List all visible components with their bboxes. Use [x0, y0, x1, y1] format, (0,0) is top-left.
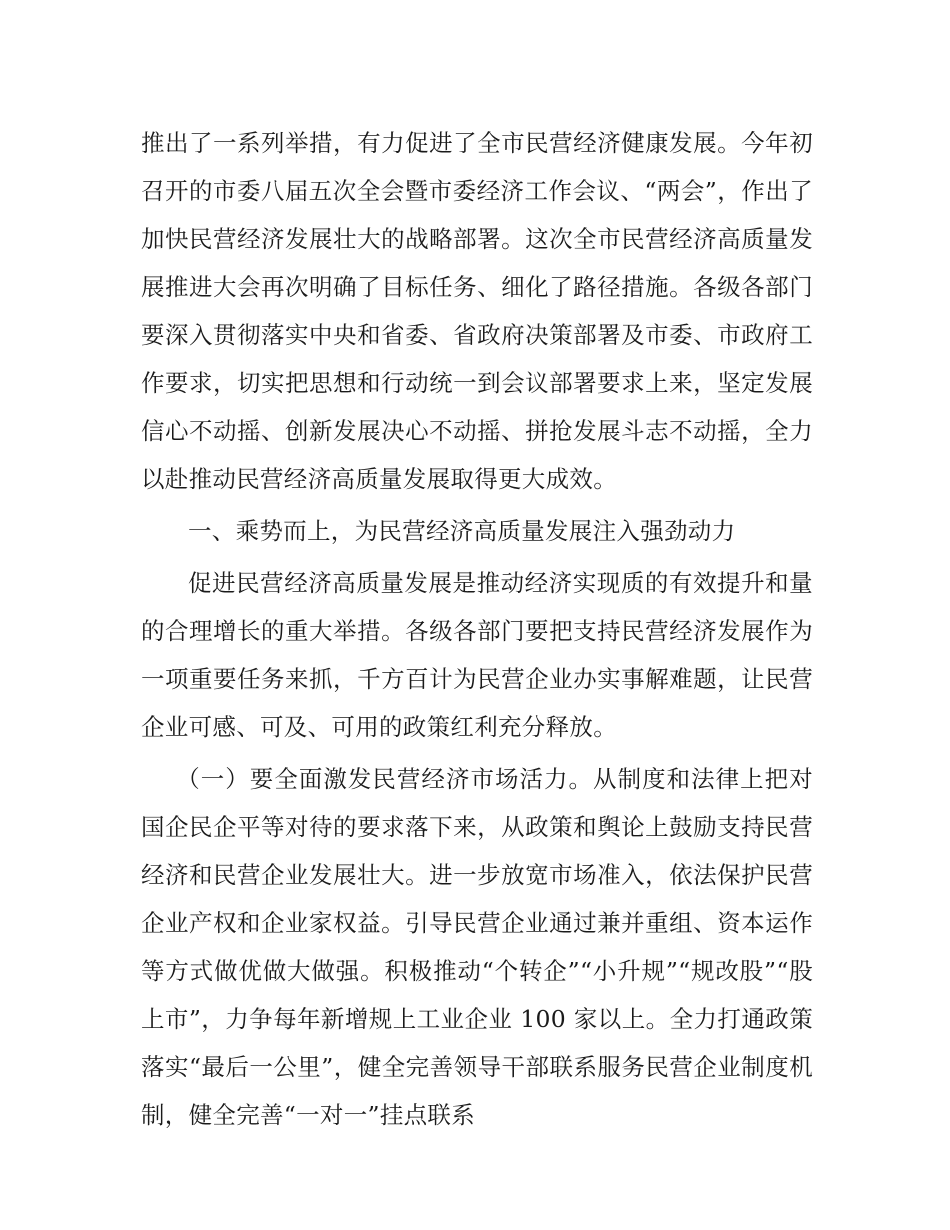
document-body	[141, 119, 813, 1143]
paragraph-intro: 促进民营经济高质量发展是推动经济实现质的有效提升和量的合理增长的重大举措。各级各部门要把支持民营经济发展作为一项重要任务来抓，千方百计为民营企业办实事解难题，让民营企业可感、可及、可用的政策红利充分释放。	[141, 569, 813, 741]
paragraph-continuation: 推出了一系列举措，有力促进了全市民营经济健康发展。今年初召开的市委八届五次全会暨市委经济工作会议、“两会”，作出了加快民营经济发展壮大的战略部署。这次全市民营经济高质量发展推进大会再次明确了目标任务、细化了路径措施。各级各部门要深入贯彻落实中央和省委、省政府决策部署及市委、市政府工作要求，切实把思想和行动统一到会议部署要求上来，坚定发展信心不动摇、创新发展决心不动摇、拼抢发展斗志不动摇，全力以赴推动民营经济高质量发展取得更大成效。	[141, 129, 813, 493]
section-heading: 一、乘势而上，为民营经济高质量发展注入强劲动力	[188, 517, 736, 545]
paragraph-subsection-1: （一）要全面激发民营经济市场活力。从制度和法律上把对国企民企平等对待的要求落下来，从政策和舆论上鼓励支持民营经济和民营企业发展壮大。进一步放宽市场准入，依法保护民营企业产权和企业家权益。引导民营企业通过兼并重组、资本运作等方式做优做大做强。积极推动“个转企”“小升规”“规改股”“股上市”，力争每年新增规上工业企业 100 家以上。全力打通政策落实“最后一公里”，健全完善领导干部联系服务民营企业制度机制，健全完善“一对一”挂点联系	[141, 765, 813, 1129]
